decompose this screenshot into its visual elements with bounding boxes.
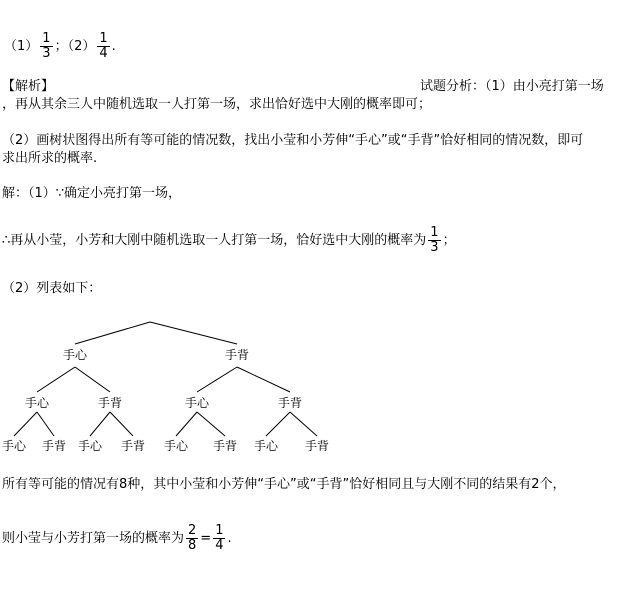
tree-node-level1: 手背 <box>224 348 250 362</box>
tree-edge <box>266 412 290 436</box>
conclusion-line-2-text: 则小莹与小芳打第一场的概率为 <box>2 531 185 546</box>
tree-node-level2: 手背 <box>97 396 123 410</box>
tree-node-level2: 手心 <box>24 396 50 410</box>
answer-separator: ； <box>54 39 68 54</box>
conclusion-line-1: 所有等可能的情况有8种，其中小莹和小芳伸“手心”或“手背”恰好相同且与大刚不同的结果有2个， <box>2 477 566 492</box>
tree-node-level3: 手心 <box>253 439 279 453</box>
conclusion-fraction-1-denominator: 8 <box>188 538 197 553</box>
conclusion-fraction-2-denominator: 4 <box>215 538 224 553</box>
tree-edge <box>290 412 317 436</box>
solution-line-1: 解：（1）∵确定小亮打第一场， <box>2 186 182 201</box>
solution-line-2-end: ； <box>442 233 456 248</box>
answer-2-numerator: 1 <box>99 31 108 46</box>
answer-1-label: （1） <box>4 39 39 54</box>
tree-edge <box>90 412 110 436</box>
tree-edge <box>75 322 150 344</box>
answer-2-denominator: 4 <box>99 46 108 61</box>
solution-line-2-text: ∴再从小莹，小芳和大刚中随机选取一人打第一场，恰好选中大刚的概率为 <box>2 233 427 248</box>
tree-edge <box>150 322 237 344</box>
conclusion-fraction-2-numerator: 1 <box>215 523 224 538</box>
answer-1-numerator: 1 <box>42 31 51 46</box>
conclusion-end: . <box>227 531 232 546</box>
conclusion-fraction-1-numerator: 2 <box>188 523 197 538</box>
tree-edge <box>75 367 110 392</box>
tree-node-level3: 手心 <box>77 439 103 453</box>
analysis-line-4: 求出所求的概率. <box>2 151 98 166</box>
solution-line-2-denominator: 3 <box>430 240 439 255</box>
tree-node-level3: 手背 <box>120 439 146 453</box>
analysis-heading: 【解析】 <box>2 79 55 94</box>
answer-end: . <box>111 39 116 54</box>
analysis-intro: 试题分析：（1）由小亮打第一场 <box>420 79 604 94</box>
conclusion-fraction-1 <box>186 524 198 553</box>
tree-node-level3: 手心 <box>163 439 189 453</box>
tree-node-level2: 手心 <box>184 396 210 410</box>
tree-node-level3: 手心 <box>1 439 27 453</box>
tree-edge <box>14 412 37 436</box>
tree-node-level3: 手背 <box>212 439 238 453</box>
answer-2-label: （2） <box>67 39 96 54</box>
solution-line-2-numerator: 1 <box>430 225 439 240</box>
conclusion-line-2 <box>2 524 232 553</box>
tree-edge <box>197 367 237 392</box>
conclusion-equals: = <box>200 531 212 546</box>
tree-edge <box>37 412 54 436</box>
tree-node-level3: 手背 <box>41 439 67 453</box>
conclusion-fraction-2 <box>213 524 225 553</box>
solution-line-3: （2）列表如下： <box>2 281 102 296</box>
answer-1-denominator: 3 <box>42 46 51 61</box>
tree-edge <box>37 367 75 392</box>
tree-node-level1: 手心 <box>62 348 88 362</box>
analysis-line-2: ，再从其余三人中随机选取一人打第一场，求出恰好选中大刚的概率即可； <box>2 97 432 112</box>
tree-node-level3: 手背 <box>304 439 330 453</box>
tree-edge <box>197 412 225 436</box>
analysis-line-3: （2）画树状图得出所有等可能的情况数，找出小莹和小芳伸“手心”或“手背”恰好相同的情况数，即可 <box>2 133 584 148</box>
tree-node-level2: 手背 <box>277 396 303 410</box>
tree-edge <box>237 367 290 392</box>
tree-edge <box>176 412 197 436</box>
tree-edge <box>110 412 133 436</box>
